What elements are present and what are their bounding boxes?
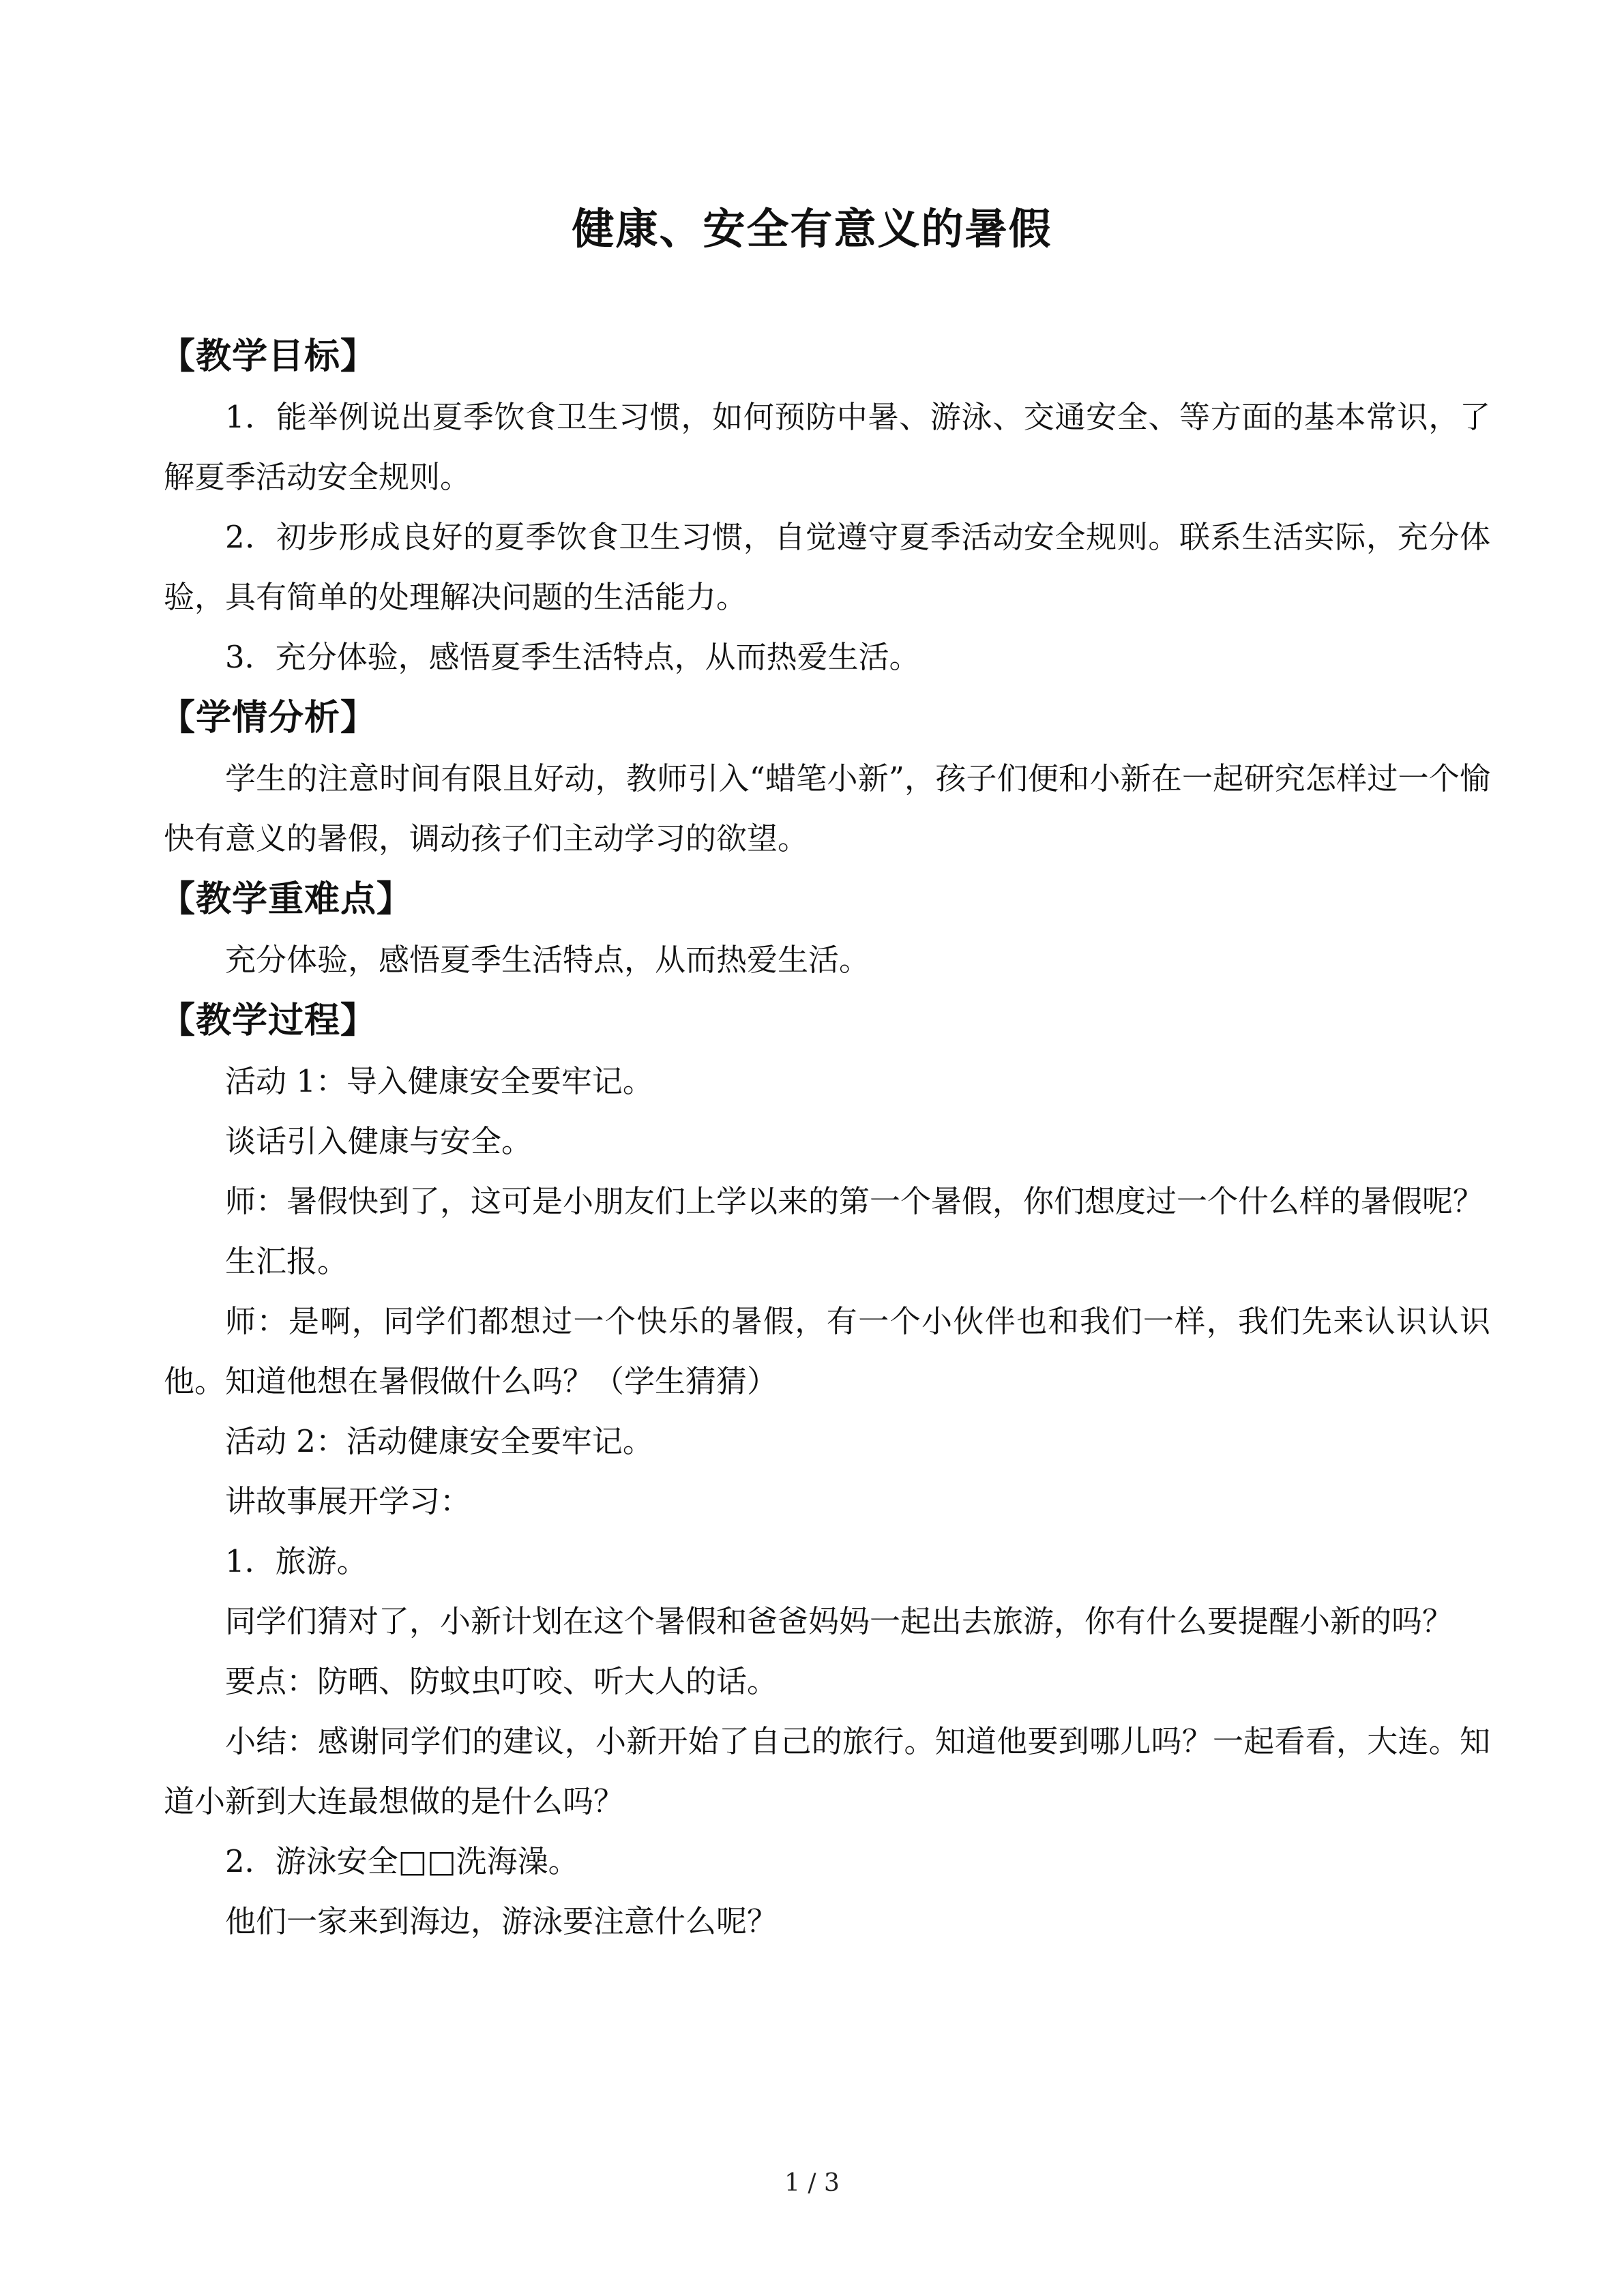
process-paragraph-teacher-response: 师：是啊，同学们都想过一个快乐的暑假，有一个小伙伴也和我们一样，我们先来认识认识他。知道他想在暑假做什么吗？（学生猜猜）: [164, 1303, 1490, 1399]
section-heading-teaching-process: 【教学过程】: [160, 1000, 377, 1041]
section-heading-key-points: 【教学重难点】: [160, 879, 413, 920]
process-paragraph-storytelling: 讲故事展开学习：: [225, 1483, 471, 1519]
process-paragraph-summary: 小结：感谢同学们的建议，小新开始了自己的旅行。知道他要到哪儿吗？一起看看，大连。知道小新到大连最想做的是什么吗？: [164, 1723, 1490, 1819]
student-analysis-paragraph: 学生的注意时间有限且好动，教师引入“蜡笔小新”，孩子们便和小新在一起研究怎样过一个愉快有意义的暑假，调动孩子们主动学习的欲望。: [164, 760, 1490, 856]
process-paragraph-intro-talk: 谈话引入健康与安全。: [225, 1123, 533, 1159]
goal-paragraph-1: 1．能举例说出夏季饮食卫生习惯，如何预防中暑、游泳、交通安全、等方面的基本常识，了解夏季活动安全规则。: [164, 399, 1490, 495]
process-paragraph-key-tips: 要点：防晒、防蚊虫叮咬、听大人的话。: [225, 1663, 778, 1699]
process-paragraph-teacher-question: 师：暑假快到了，这可是小朋友们上学以来的第一个暑假，你们想度过一个什么样的暑假呢？: [225, 1183, 1484, 1219]
document-title: 健康、安全有意义的暑假: [572, 204, 1052, 254]
process-paragraph-swimming-safety: 2．游泳安全□□洗海澡。: [225, 1843, 579, 1879]
section-heading-teaching-goals: 【教学目标】: [160, 336, 377, 377]
process-paragraph-student-report: 生汇报。: [225, 1243, 349, 1279]
section-heading-student-analysis: 【学情分析】: [160, 698, 377, 739]
process-paragraph-travel-question: 同学们猜对了，小新计划在这个暑假和爸爸妈妈一起出去旅游，你有什么要提醒小新的吗？: [225, 1603, 1453, 1639]
process-paragraph-activity-1: 活动 1：导入健康安全要牢记。: [225, 1063, 653, 1099]
process-paragraph-travel: 1．旅游。: [225, 1543, 368, 1579]
process-paragraph-seaside: 他们一家来到海边，游泳要注意什么呢？: [225, 1903, 778, 1939]
process-paragraph-activity-2: 活动 2：活动健康安全要牢记。: [225, 1423, 653, 1459]
key-points-paragraph: 充分体验，感悟夏季生活特点，从而热爱生活。: [225, 942, 870, 978]
page-number: 1 / 3: [784, 2169, 840, 2197]
goal-paragraph-3: 3．充分体验，感悟夏季生活特点，从而热爱生活。: [225, 639, 920, 675]
goal-paragraph-2: 2．初步形成良好的夏季饮食卫生习惯，自觉遵守夏季活动安全规则。联系生活实际，充分体验，具有简单的处理解决问题的生活能力。: [164, 519, 1490, 615]
document-body: [160, 326, 1490, 1952]
